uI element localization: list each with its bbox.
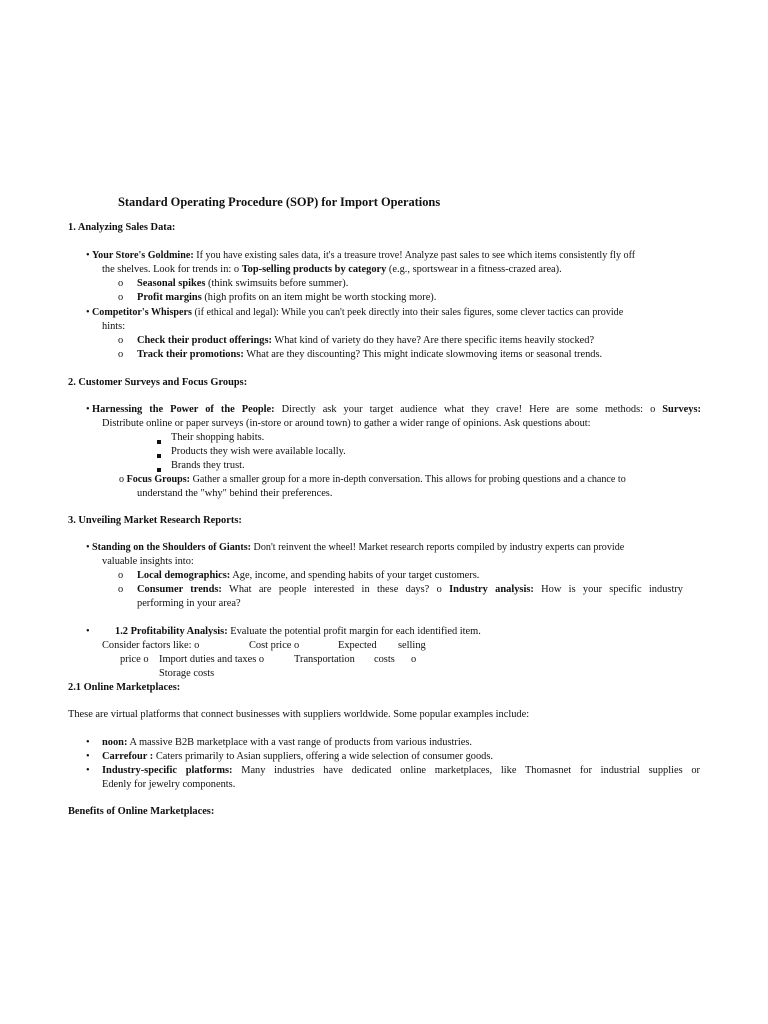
circle-bullet: o (118, 584, 124, 595)
item-text: Don't reinvent the wheel! Market research reports compiled by industry experts can provide (251, 542, 625, 553)
sub-item-seasonal-spikes (137, 277, 348, 291)
circle-bullet: o (118, 570, 124, 581)
item-label: 1.2 Profitability Analysis: (115, 626, 228, 637)
circle-bullet: o (411, 654, 417, 665)
square-bullet-icon (157, 449, 161, 463)
item-text: the shelves. Look for trends in: (102, 264, 234, 275)
bullet-dot: • (86, 626, 90, 637)
factor-expected: Expected (338, 640, 377, 651)
item-text: Age, income, and spending habits of your target customers. (230, 570, 480, 581)
circle-bullet: o (118, 349, 124, 360)
bullet-dot: • (86, 307, 90, 318)
item-text: Cost price (249, 640, 292, 651)
list-item-shoulders-of-giants (92, 541, 624, 555)
circle-bullet: o (118, 278, 124, 289)
profitability-analysis (115, 625, 481, 639)
circle-bullet: o (118, 292, 124, 303)
section-2-heading: 2. Customer Surveys and Focus Groups: (68, 377, 248, 388)
list-item-store-goldmine-line2 (102, 263, 562, 277)
marketplace-item-industry-specific (102, 764, 700, 778)
section-1-heading: 1. Analyzing Sales Data: (68, 222, 176, 233)
circle-bullet: o (118, 335, 124, 346)
marketplace-item-industry-line2: Edenly for jewelry components. (102, 779, 236, 790)
item-label: Consumer trends: (137, 584, 222, 595)
item-label: Check their product offerings: (137, 335, 272, 346)
marketplace-item-noon (102, 736, 472, 750)
item-label: Profit margins (137, 292, 202, 303)
item-label: Carrefour : (102, 751, 154, 762)
marketplace-item-carrefour (102, 750, 493, 764)
circle-bullet: o (294, 640, 300, 651)
item-text: How is your specific industry (533, 584, 683, 595)
list-item-power-of-people-line2: Distribute online or paper surveys (in-store or around town) to gather a wider range of opinions. Ask questions about: (102, 418, 591, 429)
item-text: Directly ask your target audience what they crave! Here are some methods: (274, 404, 651, 415)
square-item: Their shopping habits. (171, 432, 265, 443)
sub-item-product-offerings (137, 334, 594, 348)
bullet-dot: • (86, 542, 90, 553)
item-text: price (120, 654, 141, 665)
item-label: Industry analysis: (449, 584, 534, 595)
item-text: What kind of variety do they have? Are there specific items heavily stocked? (271, 335, 595, 346)
item-label: Harnessing the Power of the People: (92, 404, 275, 415)
focus-groups-line2: understand the "why" behind their preferences. (137, 488, 333, 499)
item-text: Many industries have dedicated online marketplaces, like Thomasnet for industrial supplies or (232, 765, 701, 776)
circle-bullet: o (143, 654, 149, 665)
square-bullet-icon (157, 435, 161, 449)
factor-cost-price (249, 639, 299, 653)
document-title: Standard Operating Procedure (SOP) for Import Operations (118, 195, 441, 209)
list-item-power-of-people (92, 403, 701, 417)
bullet-dot: • (86, 751, 90, 762)
sub-item-promotions (137, 348, 602, 362)
bullet-dot: • (86, 737, 90, 748)
list-item-store-goldmine (92, 249, 700, 263)
square-item: Brands they trust. (171, 460, 245, 471)
bullet-dot: • (86, 250, 90, 261)
factor-storage-costs: Storage costs (159, 668, 215, 679)
factor-transportation: Transportation (294, 654, 355, 665)
bullet-dot: • (86, 404, 90, 415)
item-text: Evaluate the potential profit margin for each identified item. (227, 626, 481, 637)
item-text: Gather a smaller group for a more in-depth conversation. This allows for probing questions and a chance to (190, 474, 626, 485)
item-label: Local demographics: (137, 570, 231, 581)
item-label: Track their promotions: (137, 349, 244, 360)
item-label: Competitor's Whispers (92, 307, 192, 318)
item-text: (think swimsuits before summer). (205, 278, 349, 289)
item-text: What are they discounting? This might indicate slowmoving items or seasonal trends. (243, 349, 603, 360)
benefits-heading: Benefits of Online Marketplaces: (68, 806, 215, 817)
item-text: (e.g., sportswear in a fitness-crazed area). (386, 264, 562, 275)
item-label: Industry-specific platforms: (102, 765, 233, 776)
square-item: Products they wish were available locally. (171, 446, 346, 457)
focus-groups-item (119, 473, 626, 487)
list-item-competitor (92, 306, 623, 320)
circle-bullet: o (233, 264, 240, 275)
list-item-competitor-line2: hints: (102, 321, 126, 332)
sub-item-local-demographics (137, 569, 479, 583)
item-label: Your Store's Goldmine: (92, 250, 194, 261)
item-text: Caters primarily to Asian suppliers, offering a wide selection of consumer goods. (153, 751, 494, 762)
section-2-1-heading: 2.1 Online Marketplaces: (68, 682, 181, 693)
item-label: Standing on the Shoulders of Giants: (92, 542, 252, 553)
factor-selling: selling (398, 640, 426, 651)
factor-costs: costs (374, 654, 395, 665)
circle-bullet: o (258, 654, 265, 665)
item-text: (high profits on an item might be worth stocking more). (201, 292, 437, 303)
item-text: What are people interested in these days? (221, 584, 437, 595)
sub-item-consumer-trends-line2: performing in your area? (137, 598, 241, 609)
sub-item-profit-margins (137, 291, 436, 305)
item-text: (if ethical and legal): While you can't peek directly into their sales figures, some clever tactics can provide (191, 307, 624, 318)
item-label: Surveys: (662, 404, 701, 415)
item-text: If you have existing sales data, it's a treasure trove! Analyze past sales to see which items consistently fly off (193, 250, 636, 261)
circle-bullet: o (119, 474, 125, 485)
circle-bullet: o (194, 640, 200, 651)
marketplaces-intro: These are virtual platforms that connect businesses with suppliers worldwide. Some popular examples include: (68, 709, 530, 720)
item-text: A massive B2B marketplace with a vast range of products from various industries. (127, 737, 472, 748)
list-item-shoulders-line2: valuable insights into: (102, 556, 194, 567)
item-label: Focus Groups: (126, 474, 191, 485)
circle-bullet: o (650, 404, 656, 415)
item-label: Seasonal spikes (137, 278, 206, 289)
item-label: noon: (102, 737, 128, 748)
factor-import-duties (159, 653, 264, 667)
item-text: Consider factors like: (102, 640, 192, 651)
item-text: Import duties and taxes (159, 654, 257, 665)
item-label: Top-selling products by category (241, 264, 387, 275)
consider-factors (102, 639, 199, 653)
circle-bullet: o (436, 584, 442, 595)
sub-item-consumer-trends (137, 583, 683, 597)
bullet-dot: • (86, 765, 90, 776)
section-3-heading: 3. Unveiling Market Research Reports: (68, 515, 242, 526)
factor-price (120, 653, 149, 667)
